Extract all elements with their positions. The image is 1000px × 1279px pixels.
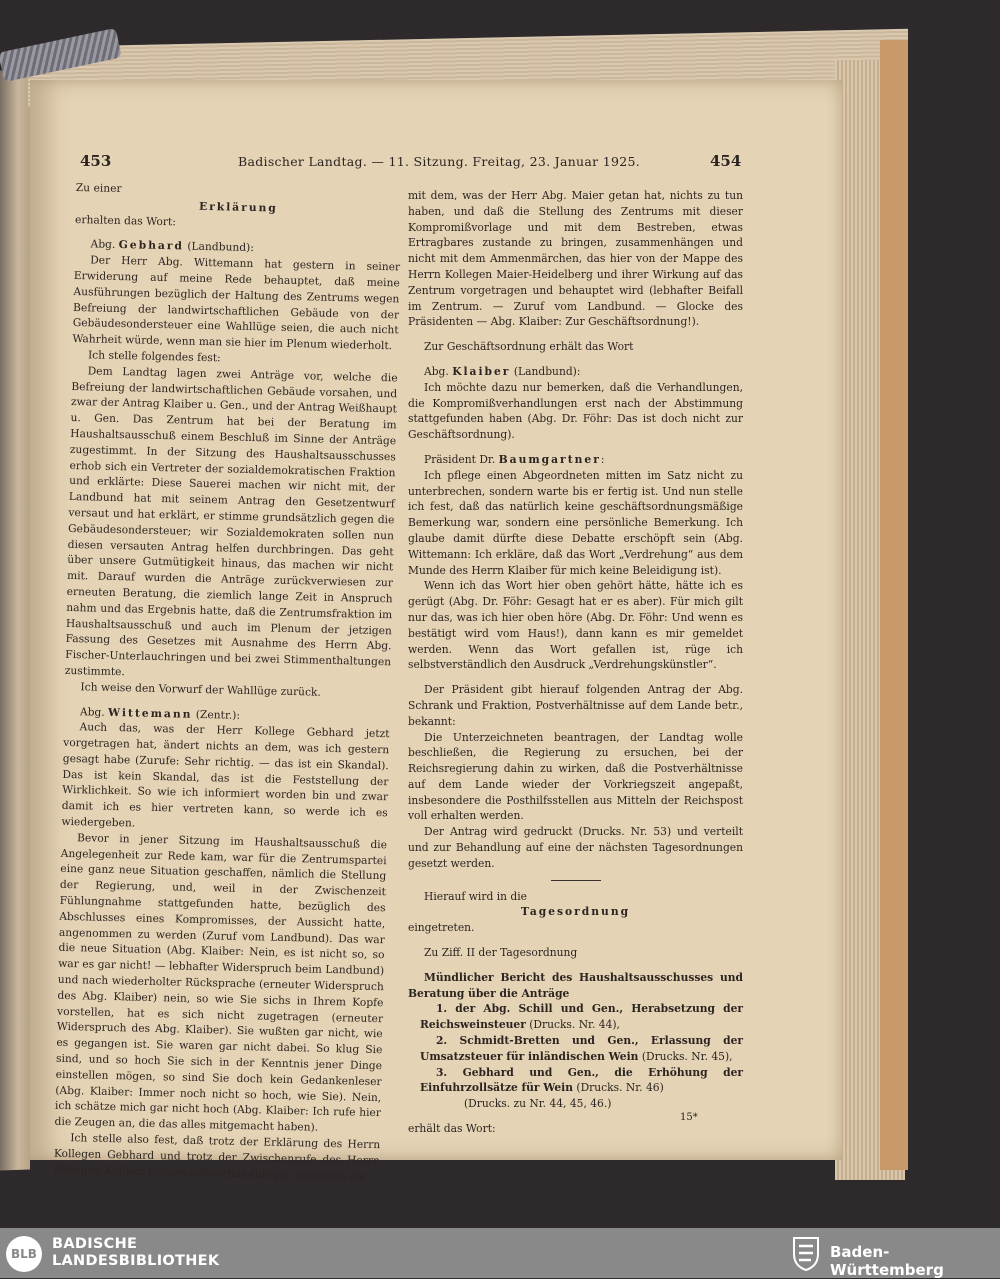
paragraph: Bevor in jener Sitzung im Haushaltsausschuß die Angelegenheit zur Rede kam, war für die Zentrumspartei eine ganz neue Situation geschaffen, nämlich die Stellung der Regierung, und, weil in der Zwischenzeit Fühlungnahme stattgefunden hatte, bezüglich des Abschlusses eines Kompromisses, der Aussicht hatte, angenommen zu werden (Zuruf vom Landbund). Das war die neue Situation (Abg. Klaiber: Nein, es ist nicht so, so war es gar nicht! — lebhafter Widerspruch beim Landbund) und nach wiederholter Rücksprache (erneuter Widerspruch des Abg. Klaiber) nein, so wie Sie sichs in Ihrem Kopfe vorstellen, hat es sich nicht zugetragen (erneuter Widerspruch des Abg. Klaiber). Sie wußten gar nicht, wie es gegangen ist. Sie waren gar nicht dabei. So klug Sie sind, und so hoch Sie sich in der Kenntnis jener Dinge einstellen mögen, so sind Sie doch kein Gedankenleser (Abg. Klaiber: Immer noch nicht so hoch, wie Sie). Nein, ich schätze mich gar nicht hoch (Abg. Klaiber: Ich rufe hier die Zeugen an, die das alles mitgemacht haben).: [54, 831, 388, 1134]
running-head: Badischer Landtag. — 11. Sitzung. Freitag, 23. Januar 1925.: [238, 154, 640, 169]
paragraph: Der Herr Abg. Wittemann hat gestern in seiner Erwiderung auf meine Rede behauptet, daß meine Ausführungen bezüglich der Haltung des Zentrums wegen Befreiung der landwirtschaftlichen Gebäude von der Gebäudesondersteuer eine Wahllüge seien, die auch nicht Wahrheit würde, wenn man sie hier im Plenum wiederholt.: [72, 253, 401, 353]
library-name-line: LANDESBIBLIOTHEK: [52, 1253, 220, 1269]
paragraph: mit dem, was der Herr Abg. Maier getan hat, nichts zu tun haben, und daß die Stellung des Zentrums mit dieser Kompromißvorlage und mit dem Bestreben, etwas Ertragbares zustande zu bringen, zusammenhängen und nicht mit dem Ammenmärchen, das hier von der Mappe des Herrn Kollegen Maier-Heidelberg und ihrer Wirkung auf das Zentrum vorgetragen und behauptet wird (lebhafter Beifall im Zentrum. — Zuruf vom Landbund. — Glocke des Präsidenten — Abg. Klaiber: Zur Geschäftsordnung!).: [408, 189, 743, 329]
book-cover-edge: [880, 40, 908, 1170]
agenda-heading: Mündlicher Bericht des Haushaltsausschusses und Beratung über die Anträge: [408, 970, 743, 1000]
paragraph: Ich möchte dazu nur bemerken, daß die Verhandlungen, die Kompromißverhandlungen erst nach der Abstimmung stattgefunden haben (Abg. Dr. Föhr: Das ist doch nicht zur Geschäftsordnung).: [408, 380, 743, 442]
text-column-left: [53, 180, 402, 1185]
section-heading: Erklärung: [198, 199, 278, 215]
divider: [551, 880, 601, 881]
paragraph: Auch das, was der Herr Kollege Gebhard jetzt vorgetragen hat, ändert nichts an dem, was ich gestern gesagt habe (Zurufe: Sehr richtig. — das ist ein Skandal). Das ist kein Skandal, das ist die Feststellung der Wirklichkeit. So wie ich informiert worden bin und zwar damit ich es hier vertreten kann, so werde ich es wiedergeben.: [61, 720, 390, 830]
library-name-line: BADISCHE: [52, 1236, 138, 1252]
paragraph: erhalten das Wort:: [74, 212, 177, 228]
signature-mark: 15*: [680, 1112, 698, 1123]
speaker-line: Abg. Gebhard (Landbund):: [90, 237, 255, 255]
state-name[interactable]: Baden-Württemberg: [830, 1243, 944, 1279]
blb-logo[interactable]: BLB: [6, 1236, 42, 1272]
book-page: [30, 80, 842, 1183]
paragraph: Wenn ich das Wort hier oben gehört hätte, hätte ich es gerügt (Abg. Dr. Föhr: Gesagt hat er es aber). Für mich gilt nur das, was ich hier oben höre (Abg. Dr. Föhr: Und wenn es bestätigt wird vom Haus!), dann kann es mir gemeldet werden. Wenn das Wort gefallen ist, rüge ich selbstverständlich den Ausdruck „Verdrehungskünstler“.: [408, 579, 743, 672]
page-number-left: 453: [80, 152, 112, 170]
paragraph: Ich stelle also fest, daß trotz der Erklärung des Herrn Kollegen Gebhard und trotz der Zwischenrufe des Herrn Kollegen Klaiber Kompromißverhandlungen vorlagen, die: [53, 1131, 381, 1183]
text-column-right: [408, 188, 743, 1137]
agenda-item: 3. Gebhard und Gen., die Erhöhung der Einfuhrzollsätze für Wein (Drucks. Nr. 46): [420, 1065, 743, 1095]
paragraph: Dem Landtag lagen zwei Anträge vor, welche die Befreiung der landwirtschaftlichen Gebäude vorsahen, und zwar der Antrag Klaiber u. Gen., und der Antrag Weißhaupt u. Gen. Das Zentrum hat bei der Beratung im Haushaltsausschuß einem Beschluß im Sinne der Anträge zugestimmt. In der Sitzung des Haushaltsausschusses erhob sich ein Vertreter der sozialdemokratischen Fraktion und erklärte: Diese Sauerei machen wir nicht mit, der Landbund hat mit seinem Antrag den Gesetzentwurf versaut und hat erklärt, er stimme grundsätzlich gegen die Gebäudesondersteuer; wir Sozialdemokraten sollen nun diesen versauten Antrag helfen durchbringen. Das geht über unsere Gutmütigkeit hinaus, das machen wir nicht mit. Darauf wurden die Anträge zurückverwiesen zur erneuten Beratung, die ziemlich lange Zeit in Anspruch nahm und das Ergebnis hatte, daß die Zentrumsfraktion im Haushaltsausschuß und auch im Plenum der jetzigen Fassung des Gesetzes mit Ausnahme des Herrn Abg. Fischer-Unterlauchringen und bei zwei Stimmenthaltungen zustimmte.: [64, 364, 398, 679]
paragraph: Ich weise den Vorwurf der Wahllüge zurück.: [80, 679, 322, 699]
paragraph: Hierauf wird in die: [424, 889, 527, 903]
paragraph: eingetreten.: [408, 921, 475, 935]
lion-coat-of-arms-icon: [790, 1234, 822, 1272]
paragraph: Ich stelle folgendes fest:: [87, 348, 221, 365]
agenda-item: 2. Schmidt-Bretten und Gen., Erlassung der Umsatzsteuer für inländischen Wein (Drucks. Nr. 45),: [420, 1034, 743, 1063]
previous-page-edge: [0, 69, 30, 1170]
speaker-line: Präsident Dr. Baumgartner:: [424, 452, 605, 466]
motion-text: Die Unterzeichneten beantragen, der Landtag wolle beschließen, die Regierung zu ersuchen, bei der Reichsregierung dahin zu wirken, daß die Postverhältnisse auf dem Lande wieder der Vorkriegszeit angepaßt, insbesondere die Posthilfsstellen aus Mitteln der Reichspost voll erhalten werden.: [408, 730, 743, 823]
section-heading: Tagesordnung: [520, 905, 631, 919]
paragraph: Der Antrag wird gedruckt (Drucks. Nr. 53) und verteilt und zur Behandlung auf eine der nächsten Tagesordnungen gesetzt werden.: [408, 825, 743, 870]
library-name[interactable]: [52, 1236, 219, 1270]
agenda-item: 1. der Abg. Schill und Gen., Herabsetzung der Reichsweinsteuer (Drucks. Nr. 44),: [420, 1002, 743, 1032]
speaker-line: Abg. Wittemann (Zentr.):: [79, 704, 241, 722]
paragraph: Der Präsident gibt hierauf folgenden Antrag der Abg. Schrank und Fraktion, Postverhältnisse auf dem Lande betr., bekannt:: [408, 683, 743, 728]
paragraph: Ich pflege einen Abgeordneten mitten im Satz nicht zu unterbrechen, sondern warte bis er fertig ist. Und nun stelle ich fest, daß das natürlich keine geschäftsordnungsmäßige Bemerkung war, sondern eine persönliche Bemerkung. Ich glaube damit dürfte diese Debatte erschöpft sein (Abg. Wittemann: Ich erkläre, daß das Wort „Verdrehung“ aus dem Munde des Herrn Klaiber für mich keine Beleidigung ist).: [408, 468, 743, 577]
paragraph: Zu einer: [75, 180, 122, 196]
paragraph: Zu Ziff. II der Tagesordnung: [424, 946, 578, 960]
speaker-line: Abg. Klaiber (Landbund):: [424, 364, 581, 378]
footer-bar: [0, 1228, 1000, 1278]
paragraph: (Drucks. zu Nr. 44, 45, 46.): [464, 1097, 612, 1111]
page-number-right: 454: [710, 152, 742, 170]
paragraph: erhält das Wort:: [408, 1122, 496, 1136]
paragraph: Zur Geschäftsordnung erhält das Wort: [424, 340, 634, 354]
